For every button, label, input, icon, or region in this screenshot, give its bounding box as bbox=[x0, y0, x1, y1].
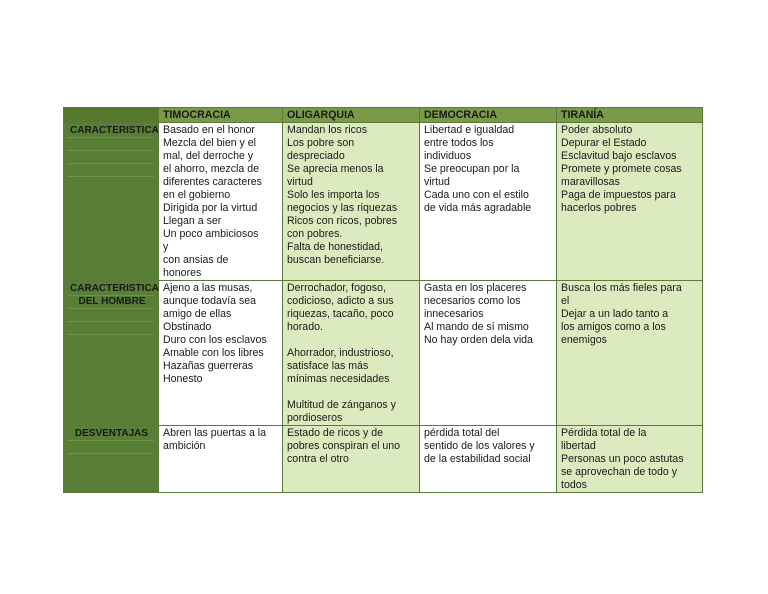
cell-line: Se aprecia menos la bbox=[287, 163, 384, 175]
cell-line: ambición bbox=[163, 440, 206, 452]
cell-line: Al mando de sí mismo bbox=[424, 321, 529, 333]
cell-line: con pobres. bbox=[287, 228, 343, 240]
cell-line: Esclavitud bajo esclavos bbox=[561, 150, 677, 162]
cell-line: Obstinado bbox=[163, 321, 212, 333]
cell-line: individuos bbox=[424, 150, 472, 162]
cell-line: Mandan los ricos bbox=[287, 124, 368, 136]
row-header-label: CARACTERISTICA DEL HOMBRE bbox=[70, 283, 159, 307]
cell-line: con ansias de bbox=[163, 254, 229, 266]
cell-line: Gasta en los placeres bbox=[424, 282, 527, 294]
cell-timocracia bbox=[159, 123, 283, 281]
cell-democracia bbox=[420, 426, 557, 493]
cell-line: satisface las más bbox=[287, 360, 369, 372]
cell-tirania bbox=[557, 281, 703, 426]
row-header-label: DESVENTAJAS bbox=[74, 428, 149, 439]
cell-line: Poder absoluto bbox=[561, 124, 633, 136]
cell-line: Solo les importa los bbox=[287, 189, 380, 201]
cell-tirania bbox=[557, 123, 703, 281]
cell-line: en el gobierno bbox=[163, 189, 231, 201]
row-header-caracteristica-hombre bbox=[64, 281, 159, 426]
cell-line: mínimas necesidades bbox=[287, 373, 390, 385]
cell-line: Promete y promete cosas bbox=[561, 163, 682, 175]
cell-line: horado. bbox=[287, 321, 323, 333]
cell-line: Se preocupan por la bbox=[424, 163, 520, 175]
cell-line: pordioseros bbox=[287, 412, 343, 424]
table-row bbox=[64, 426, 703, 493]
cell-line: pobres conspiran el uno bbox=[287, 440, 401, 452]
header-timocracia: TIMOCRACIA bbox=[159, 108, 283, 123]
cell-line: libertad bbox=[561, 440, 596, 452]
cell-line: honores bbox=[163, 267, 202, 279]
cell-line: Amable con los libres bbox=[163, 347, 264, 359]
cell-line: buscan beneficiarse. bbox=[287, 254, 385, 266]
cell-line: pérdida total del bbox=[424, 427, 500, 439]
cell-line: Un poco ambiciosos bbox=[163, 228, 259, 240]
cell-line: codicioso, adicto a sus bbox=[287, 295, 394, 307]
header-corner bbox=[64, 108, 159, 123]
cell-line: virtud bbox=[287, 176, 313, 188]
cell-line: Abren las puertas a la bbox=[163, 427, 267, 439]
cell-line bbox=[287, 386, 416, 399]
cell-oligarquia bbox=[283, 123, 420, 281]
cell-line: Estado de ricos y de bbox=[287, 427, 383, 439]
cell-line: Hazañas guerreras bbox=[163, 360, 254, 372]
cell-line: el ahorro, mezcla de bbox=[163, 163, 259, 175]
cell-line: Los pobre son bbox=[287, 137, 355, 149]
cell-line: enemigos bbox=[561, 334, 607, 346]
cell-line: Falta de honestidad, bbox=[287, 241, 384, 253]
cell-line: contra el otro bbox=[287, 453, 349, 465]
cell-line: Mezcla del bien y el bbox=[163, 137, 257, 149]
cell-democracia bbox=[420, 281, 557, 426]
cell-line: de vida más agradable bbox=[424, 202, 532, 214]
cell-oligarquia bbox=[283, 281, 420, 426]
header-tirania: TIRANÍA bbox=[557, 108, 703, 123]
cell-tirania bbox=[557, 426, 703, 493]
cell-oligarquia bbox=[283, 426, 420, 493]
cell-line: virtud bbox=[424, 176, 450, 188]
cell-line: Dirigida por la virtud bbox=[163, 202, 258, 214]
cell-line: los amigos como a los bbox=[561, 321, 666, 333]
cell-timocracia bbox=[159, 281, 283, 426]
table-row bbox=[64, 123, 703, 281]
cell-line: Multitud de zánganos y bbox=[287, 399, 396, 411]
header-oligarquia: OLIGARQUIA bbox=[283, 108, 420, 123]
cell-line: Ricos con ricos, pobres bbox=[287, 215, 398, 227]
cell-line: Ahorrador, industrioso, bbox=[287, 347, 394, 359]
cell-line: Honesto bbox=[163, 373, 203, 385]
header-row bbox=[64, 108, 703, 123]
cell-democracia bbox=[420, 123, 557, 281]
cell-line: despreciado bbox=[287, 150, 345, 162]
cell-line: Dejar a un lado tanto a bbox=[561, 308, 669, 320]
cell-line: Depurar el Estado bbox=[561, 137, 647, 149]
cell-line: Pérdida total de la bbox=[561, 427, 647, 439]
cell-line: diferentes caracteres bbox=[163, 176, 262, 188]
cell-line bbox=[287, 334, 416, 347]
cell-timocracia bbox=[159, 426, 283, 493]
cell-line: y bbox=[163, 241, 169, 253]
cell-line: Paga de impuestos para bbox=[561, 189, 676, 201]
cell-line: amigo de ellas bbox=[163, 308, 232, 320]
row-header-desventajas bbox=[64, 426, 159, 493]
row-header-label: CARACTERISTICA bbox=[70, 125, 159, 136]
cell-line: Llegan a ser bbox=[163, 215, 222, 227]
cell-line: Derrochador, fogoso, bbox=[287, 282, 386, 294]
cell-line: hacerlos pobres bbox=[561, 202, 637, 214]
header-democracia: DEMOCRACIA bbox=[420, 108, 557, 123]
cell-line: innecesarios bbox=[424, 308, 484, 320]
cell-line: Duro con los esclavos bbox=[163, 334, 267, 346]
government-comparison-table bbox=[63, 107, 703, 493]
cell-line: Libertad e igualdad bbox=[424, 124, 515, 136]
cell-line: negocios y las riquezas bbox=[287, 202, 398, 214]
cell-line: aunque todavía sea bbox=[163, 295, 257, 307]
cell-line: se aprovechan de todo y bbox=[561, 466, 678, 478]
cell-line: de la estabilidad social bbox=[424, 453, 531, 465]
cell-line: mal, del derroche y bbox=[163, 150, 254, 162]
cell-line: necesarios como los bbox=[424, 295, 521, 307]
cell-line: No hay orden dela vida bbox=[424, 334, 533, 346]
cell-line: entre todos los bbox=[424, 137, 494, 149]
cell-line: Busca los más fieles para bbox=[561, 282, 682, 294]
cell-line: maravillosas bbox=[561, 176, 620, 188]
cell-line: Cada uno con el estilo bbox=[424, 189, 529, 201]
cell-line: Personas un poco astutas bbox=[561, 453, 684, 465]
cell-line: Basado en el honor bbox=[163, 124, 255, 136]
cell-line: sentido de los valores y bbox=[424, 440, 535, 452]
cell-line: el bbox=[561, 295, 570, 307]
table-row bbox=[64, 281, 703, 426]
row-header-caracteristica bbox=[64, 123, 159, 281]
cell-line: todos bbox=[561, 479, 587, 491]
cell-line: riquezas, tacaño, poco bbox=[287, 308, 394, 320]
cell-line: Ajeno a las musas, bbox=[163, 282, 253, 294]
